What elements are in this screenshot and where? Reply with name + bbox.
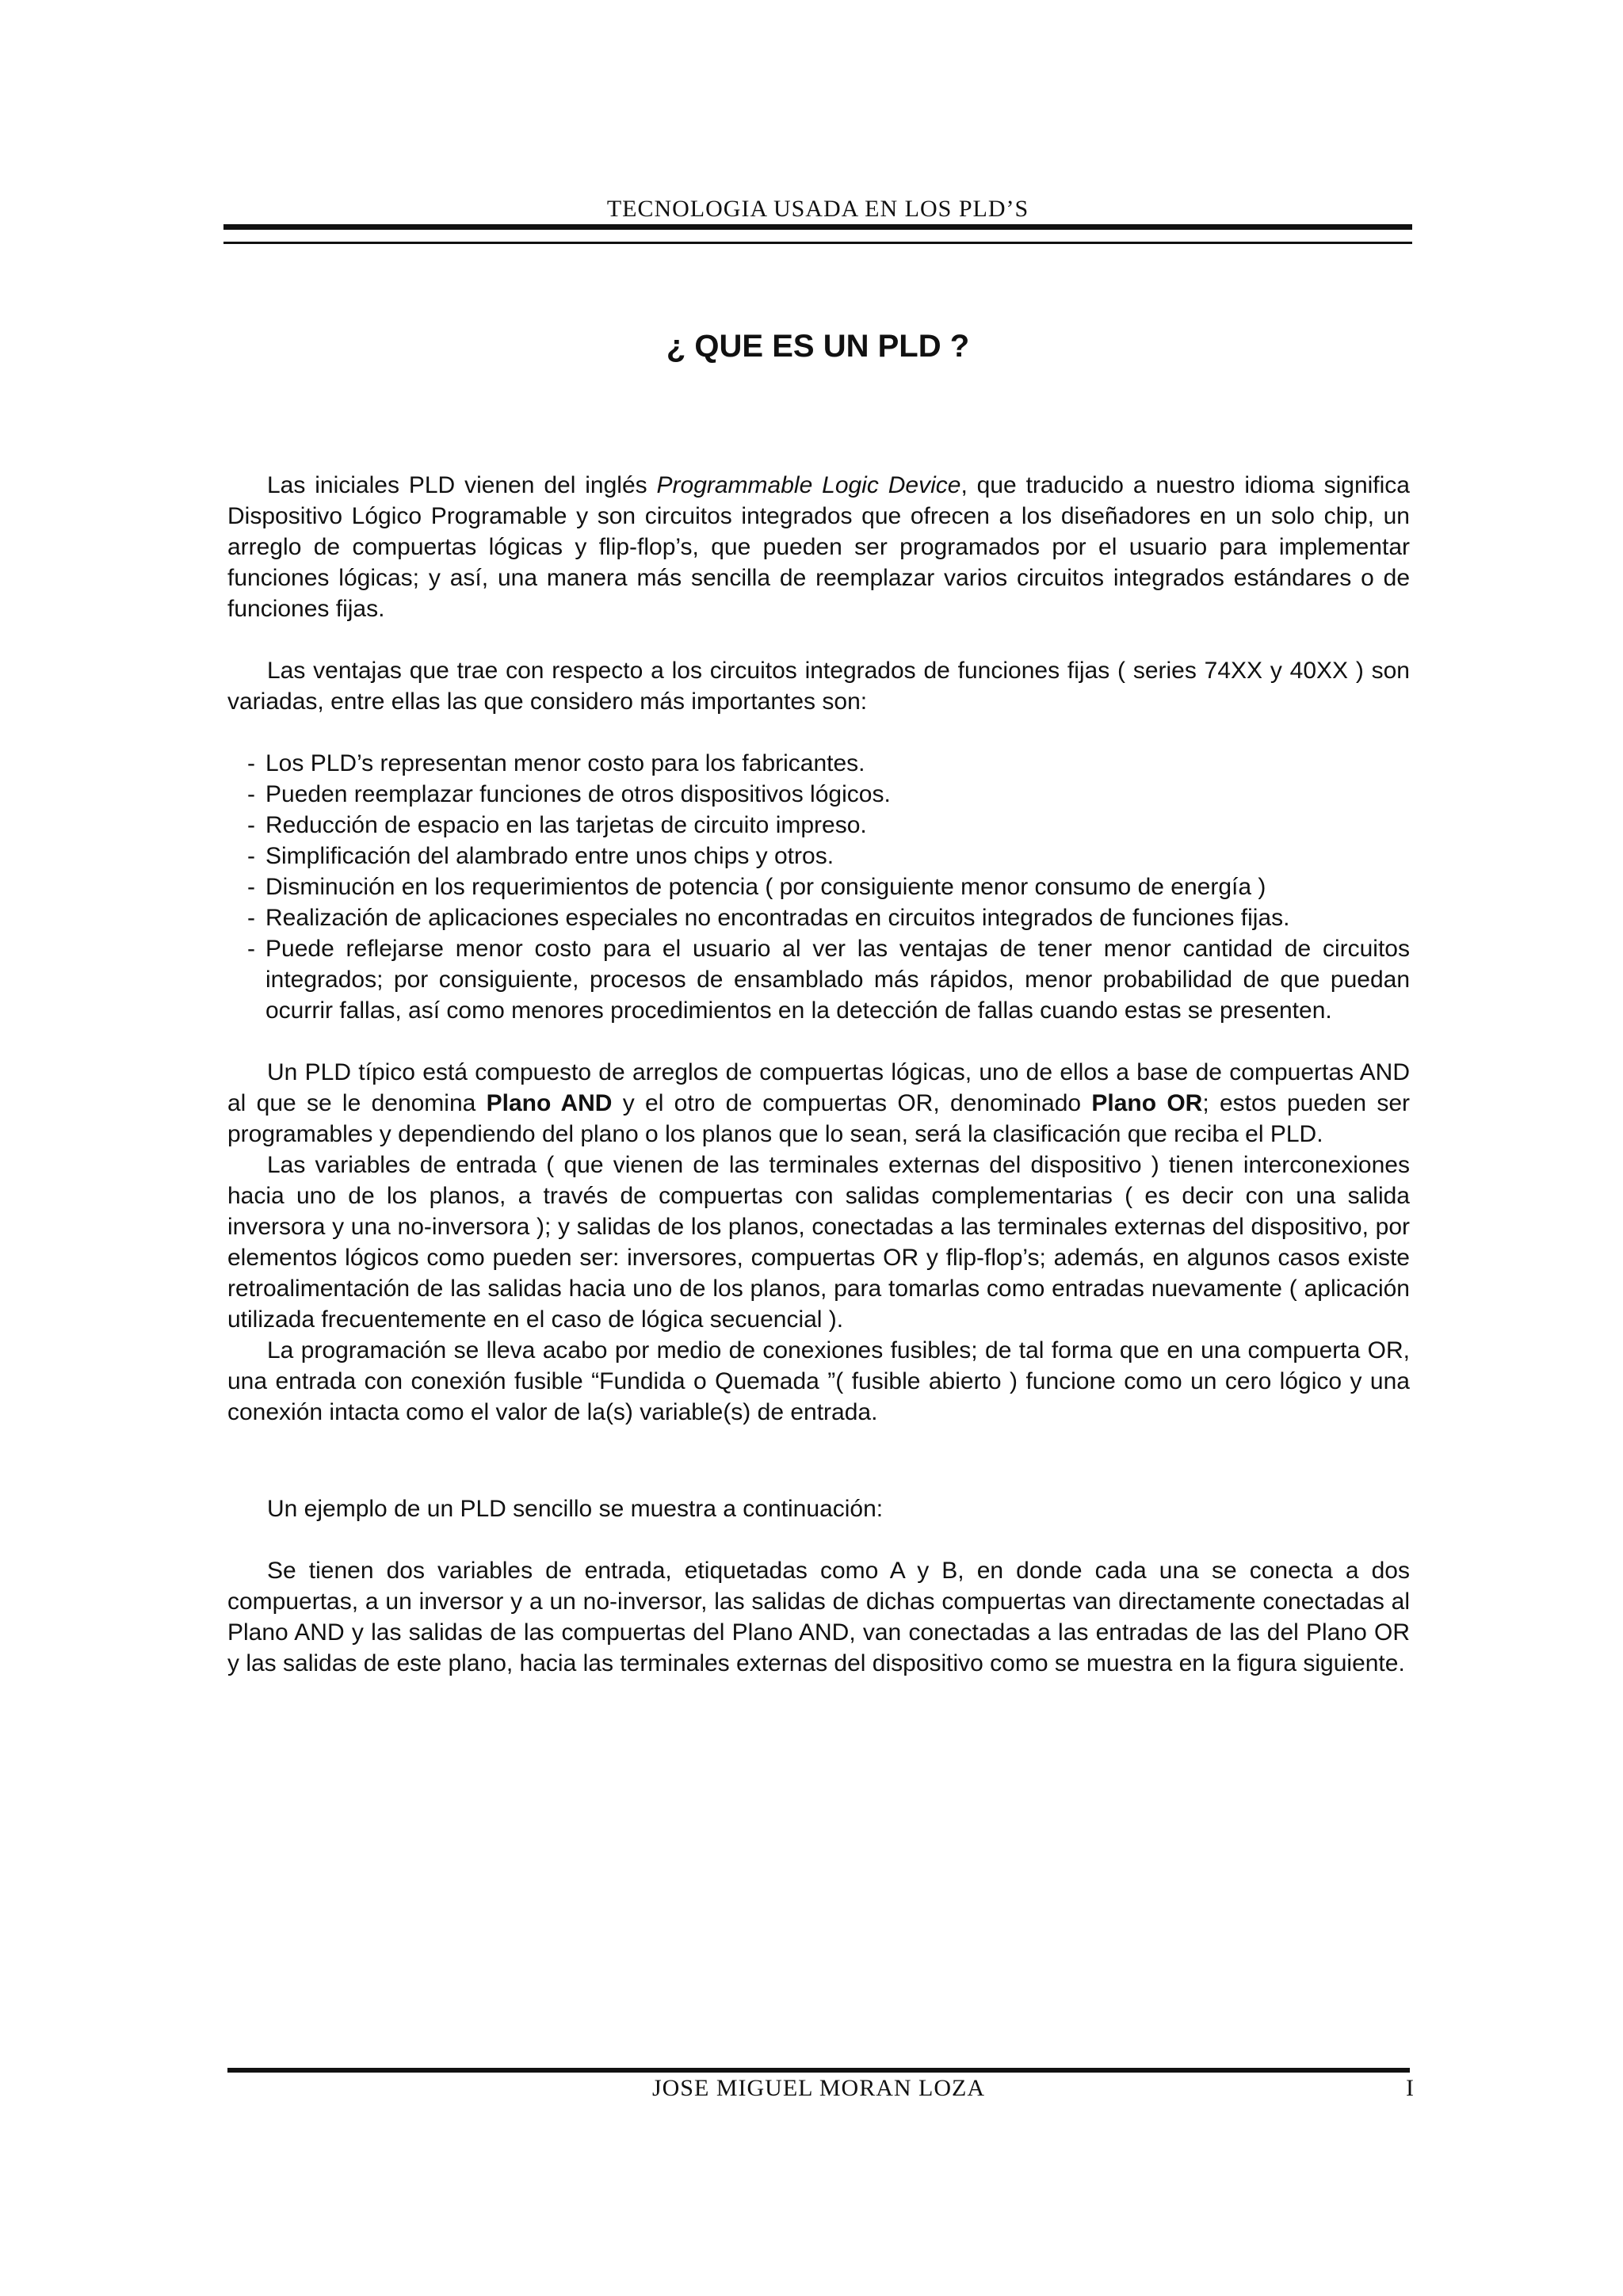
list-item <box>247 810 1410 841</box>
intro-english-term: Programmable Logic Device <box>656 472 961 498</box>
list-item <box>247 933 1410 1026</box>
header-rule-thick <box>223 224 1412 230</box>
list-item-text: Disminución en los requerimientos de potencia ( por consiguiente menor consumo de energía ) <box>265 874 1266 900</box>
intro-text-start: Las iniciales PLD vienen del inglés <box>267 472 657 498</box>
footer-rule <box>227 2068 1410 2073</box>
paragraph-input-variables: Las variables de entrada ( que vienen de las terminales externas del dispositivo ) tienen interconexiones hacia uno de los planos, a través de compuertas con salidas complementarias ( es decir con una salida inversora y una no-inversora ); y salidas de los planos, conectadas a las terminales externas del dispositivo, por elementos lógicos como pueden ser: inversores, compuertas OR y flip-flop’s; además, en algunos casos existe retroalimentación de las salidas hacia uno de los planos, para tomarlas como entradas nuevamente ( aplicación utilizada frecuentemente en el caso de lógica secuencial ). <box>227 1152 1410 1333</box>
planes-text-1: Un PLD típico está compuesto de arreglos de compuertas lógicas, uno de ellos a base de compuertas AND al que se le denomina <box>227 1059 1410 1116</box>
plano-or-term: Plano OR <box>1091 1090 1203 1116</box>
list-dash: - <box>247 750 255 776</box>
list-dash: - <box>247 843 255 869</box>
list-dash: - <box>247 905 255 931</box>
intro-text-end: , que traducido a nuestro idioma significa Dispositivo Lógico Programable y son circuitos integrados que ofrecen a los diseñadores en un solo chip, un arreglo de compuertas lógicas y flip-flop’s, que pueden ser programados por el usuario para implementar funciones lógicas; y así, una manera más sencilla de reemplazar varios circuitos integrados estándares o de funciones fijas. <box>227 472 1410 622</box>
paragraph-example-intro: Un ejemplo de un PLD sencillo se muestra a continuación: <box>267 1496 884 1522</box>
list-dash: - <box>247 781 255 807</box>
list-item-text: Reducción de espacio en las tarjetas de circuito impreso. <box>265 812 867 838</box>
list-dash: - <box>247 874 255 900</box>
paragraph-planes <box>227 1057 1410 1150</box>
list-item-text: Pueden reemplazar funciones de otros dispositivos lógicos. <box>265 781 891 807</box>
plano-and-term: Plano AND <box>486 1090 613 1116</box>
list-item <box>247 779 1410 810</box>
list-item <box>247 871 1410 902</box>
list-dash: - <box>247 936 255 962</box>
list-item-text: Puede reflejarse menor costo para el usuario al ver las ventajas de tener menor cantidad de circuitos integrados; por consiguiente, procesos de ensamblado más rápidos, menor probabilidad de que puedan ocurrir fallas, así como menores procedimientos en la detección de fallas cuando estas se presenten. <box>265 936 1410 1024</box>
paragraph-example-description: Se tienen dos variables de entrada, etiquetadas como A y B, en donde cada una se conecta a dos compuertas, a un inversor y a un no-inversor, las salidas de dichas compuertas van directamente conectadas al Plano AND y las salidas de las compuertas del Plano AND, van conectadas a las entradas de las del Plano OR y las salidas de este plano, hacia las terminales externas del dispositivo como se muestra en la figura siguiente. <box>227 1558 1410 1676</box>
list-item-text: Los PLD’s representan menor costo para los fabricantes. <box>265 750 865 776</box>
list-item <box>247 748 1410 779</box>
paragraph-advantages-intro: Las ventajas que trae con respecto a los circuitos integrados de funciones fijas ( series 74XX y 40XX ) son variadas, entre ellas las que considero más importantes son: <box>227 658 1410 715</box>
paragraph-intro <box>227 470 1410 624</box>
list-item <box>247 902 1410 933</box>
list-item-text: Simplificación del alambrado entre unos chips y otros. <box>265 843 834 869</box>
running-header: TECNOLOGIA USADA EN LOS PLD’S <box>606 196 1029 222</box>
header-rule-thin <box>223 242 1412 244</box>
list-item-text: Realización de aplicaciones especiales no encontradas en circuitos integrados de funciones fijas. <box>265 905 1290 931</box>
advantages-list <box>227 748 1410 1026</box>
page-number: I <box>1406 2075 1414 2101</box>
paragraph-programming: La programación se lleva acabo por medio de conexiones fusibles; de tal forma que en una compuerta OR, una entrada con conexión fusible “Fundida o Quemada ”( fusible abierto ) funcione como un cero lógico y una conexión intacta como el valor de la(s) variable(s) de entrada. <box>227 1337 1410 1425</box>
planes-text-2: y el otro de compuertas OR, denominado <box>612 1090 1092 1116</box>
page-title: ¿ QUE ES UN PLD ? <box>666 329 970 364</box>
list-item <box>247 841 1410 871</box>
planes-text-3: ; estos pueden ser programables y dependiendo del plano o los planos que lo sean, será la clasificación que reciba el PLD. <box>227 1090 1411 1147</box>
body-text <box>227 470 1410 1679</box>
list-dash: - <box>247 812 255 838</box>
footer-author: JOSE MIGUEL MORAN LOZA <box>651 2075 986 2101</box>
